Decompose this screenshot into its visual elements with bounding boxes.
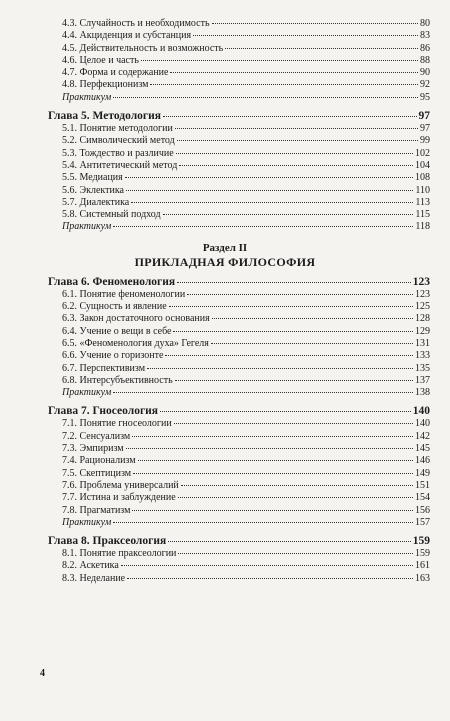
toc-entry-title: 6.4. Учение о вещи в себе — [62, 325, 172, 337]
toc-entry — [0, 30, 450, 42]
dot-leader — [211, 343, 413, 344]
toc-entry-page: 145 — [415, 443, 430, 455]
toc-entry-page: 128 — [415, 313, 430, 325]
dot-leader — [187, 294, 413, 295]
toc-entry-title: 7.7. Истина и заблуждение — [62, 492, 176, 504]
toc-entry — [0, 443, 450, 455]
dot-leader — [168, 541, 411, 542]
toc-entry-title: 6.7. Перспективизм — [62, 362, 146, 374]
toc-entry-page: 115 — [415, 209, 430, 221]
toc-entry-title: 7.5. Скептицизм — [62, 467, 132, 479]
toc-entry-title: Глава 6. Феноменология — [48, 275, 176, 288]
toc-entry — [0, 197, 450, 209]
toc-entry-title: 6.8. Интерсубъективность — [62, 374, 173, 386]
toc-entry-page: 137 — [415, 374, 430, 386]
toc-entry — [0, 492, 450, 504]
toc-practicum-entry — [0, 387, 450, 399]
toc-entry-title: 7.6. Проблема универсалий — [62, 479, 179, 491]
toc-entry-page: 110 — [415, 184, 430, 196]
toc-entry-title: 5.4. Антитетический метод — [62, 159, 178, 171]
toc-entry-page: 123 — [415, 288, 430, 300]
toc-entry-page: 131 — [415, 337, 430, 349]
toc-entry — [0, 301, 450, 313]
toc-entry — [0, 43, 450, 55]
dot-leader — [113, 97, 418, 98]
toc-entry-page: 159 — [415, 548, 430, 560]
toc-entry — [0, 148, 450, 160]
toc-entry — [0, 160, 450, 172]
dot-leader — [163, 116, 417, 117]
toc-entry — [0, 172, 450, 184]
toc-entry-page: 138 — [415, 387, 430, 399]
toc-part-one — [0, 18, 450, 234]
toc-entry-page: 80 — [420, 18, 430, 29]
toc-entry-page: 161 — [415, 560, 430, 572]
dot-leader — [179, 165, 413, 166]
toc-entry-title: 5.1. Понятие методологии — [62, 123, 173, 135]
toc-entry — [0, 560, 450, 572]
dot-leader — [150, 84, 418, 85]
toc-entry — [0, 326, 450, 338]
toc-entry-page: 151 — [415, 479, 430, 491]
toc-entry-title: 4.7. Форма и содержание — [62, 67, 169, 79]
dot-leader — [113, 226, 413, 227]
toc-chapter-entry — [0, 109, 450, 123]
dot-leader — [181, 485, 413, 486]
toc-entry-page: 108 — [415, 172, 430, 184]
toc-entry — [0, 363, 450, 375]
toc-entry-title: 8.3. Неделание — [62, 572, 126, 584]
toc-entry-page: 135 — [415, 362, 430, 374]
toc-entry-title: Практикум — [62, 221, 112, 233]
toc-chapter-entry — [0, 404, 450, 418]
toc-entry-page: 83 — [420, 30, 430, 42]
dot-leader — [113, 392, 413, 393]
toc-entry — [0, 209, 450, 221]
toc-entry-page: 95 — [420, 91, 430, 103]
toc-entry — [0, 375, 450, 387]
toc-entry-title: 6.3. Закон достаточного основания — [62, 313, 210, 325]
dot-leader — [131, 202, 413, 203]
dot-leader — [177, 282, 411, 283]
dot-leader — [193, 35, 418, 36]
toc-entry-page: 125 — [415, 301, 430, 313]
toc-entry-page: 104 — [415, 159, 430, 171]
section-number: Раздел II — [202, 241, 248, 254]
toc-entry-title: 7.1. Понятие гносеологии — [62, 418, 172, 430]
toc-entry — [0, 55, 450, 67]
toc-entry-title: 5.5. Медиация — [62, 172, 123, 184]
toc-entry — [0, 431, 450, 443]
toc-entry — [0, 505, 450, 517]
dot-leader — [225, 48, 418, 49]
page-number: 4 — [40, 668, 45, 679]
toc-entry-title: 7.4. Рационализм — [62, 455, 136, 467]
dot-leader — [174, 423, 413, 424]
toc-part-two — [0, 275, 450, 585]
toc-entry-title: Практикум — [62, 91, 112, 103]
toc-entry-title: 4.8. Перфекционизм — [62, 79, 149, 91]
toc-entry-title: Глава 8. Праксеология — [48, 535, 167, 548]
toc-entry — [0, 123, 450, 135]
dot-leader — [169, 306, 413, 307]
toc-entry-title: 6.1. Понятие феноменологии — [62, 288, 186, 300]
dot-leader — [132, 510, 413, 511]
dot-leader — [178, 497, 413, 498]
toc-entry-title: Глава 7. Гносеология — [48, 405, 159, 418]
toc-entry — [0, 455, 450, 467]
toc-entry — [0, 573, 450, 585]
dot-leader — [177, 140, 418, 141]
toc-entry-title: 5.8. Системный подход — [62, 209, 161, 221]
dot-leader — [175, 380, 413, 381]
toc-entry-page: 133 — [415, 350, 430, 362]
toc-entry — [0, 185, 450, 197]
dot-leader — [127, 578, 413, 579]
toc-entry — [0, 289, 450, 301]
toc-entry-title: 5.6. Эклектика — [62, 184, 124, 196]
dot-leader — [126, 190, 413, 191]
toc-entry — [0, 338, 450, 350]
toc-entry-page: 123 — [412, 275, 430, 288]
dot-leader — [126, 448, 413, 449]
dot-leader — [141, 60, 418, 61]
toc-entry-title: Практикум — [62, 516, 112, 528]
toc-entry-page: 90 — [420, 67, 430, 79]
toc-entry-title: 4.5. Действительность и возможность — [62, 42, 224, 54]
toc-entry-page: 146 — [415, 455, 430, 467]
section-heading — [0, 242, 450, 270]
toc-entry — [0, 79, 450, 91]
toc-entry-title: 7.8. Прагматизм — [62, 504, 131, 516]
toc-entry-page: 118 — [415, 221, 430, 233]
toc-entry-title: 4.4. Акциденция и субстанция — [62, 30, 192, 42]
toc-entry-title: Практикум — [62, 387, 112, 399]
toc-entry-title: 4.3. Случайность и необходимость — [62, 18, 210, 29]
toc-entry-page: 154 — [415, 492, 430, 504]
toc-entry-title: 6.5. «Феноменология духа» Гегеля — [62, 337, 209, 349]
toc-entry-page: 142 — [415, 430, 430, 442]
section-title: ПРИКЛАДНАЯ ФИЛОСОФИЯ — [134, 254, 316, 269]
toc-entry-page: 88 — [420, 54, 430, 66]
dot-leader — [160, 411, 411, 412]
toc-entry-title: 5.7. Диалектика — [62, 196, 130, 208]
toc-entry-page: 99 — [420, 135, 430, 147]
dot-leader — [212, 23, 418, 24]
toc-entry-page: 102 — [415, 147, 430, 159]
dot-leader — [163, 214, 414, 215]
dot-leader — [138, 460, 413, 461]
toc-entry-title: 7.3. Эмпиризм — [62, 443, 124, 455]
toc-entry-page: 163 — [415, 572, 430, 584]
toc-entry-page: 149 — [415, 467, 430, 479]
toc-entry-page: 140 — [415, 418, 430, 430]
dot-leader — [132, 436, 413, 437]
toc-entry-page: 113 — [415, 196, 430, 208]
toc-entry-page: 159 — [412, 535, 430, 548]
dot-leader — [121, 565, 413, 566]
dot-leader — [175, 128, 418, 129]
table-of-contents — [0, 18, 450, 585]
dot-leader — [178, 553, 413, 554]
toc-entry — [0, 18, 450, 30]
toc-practicum-entry — [0, 221, 450, 233]
dot-leader — [170, 72, 418, 73]
toc-entry-page: 97 — [420, 123, 430, 135]
toc-entry-title: 6.2. Сущность и явление — [62, 301, 167, 313]
toc-entry — [0, 548, 450, 560]
toc-entry-page: 129 — [415, 325, 430, 337]
toc-entry-title: 8.2. Аскетика — [62, 560, 119, 572]
toc-chapter-entry — [0, 534, 450, 548]
dot-leader — [133, 473, 413, 474]
toc-practicum-entry — [0, 92, 450, 104]
toc-entry-page: 92 — [420, 79, 430, 91]
dot-leader — [176, 153, 413, 154]
toc-entry — [0, 480, 450, 492]
toc-entry-title: 8.1. Понятие праксеологии — [62, 548, 177, 560]
toc-entry-title: 6.6. Учение о горизонте — [62, 350, 164, 362]
toc-entry — [0, 350, 450, 362]
toc-entry-page: 156 — [415, 504, 430, 516]
toc-entry-title: 5.3. Тождество и различие — [62, 147, 174, 159]
dot-leader — [147, 368, 413, 369]
toc-entry-page: 157 — [415, 516, 430, 528]
dot-leader — [173, 331, 413, 332]
toc-entry-title: 7.2. Сенсуализм — [62, 430, 131, 442]
dot-leader — [113, 522, 413, 523]
toc-practicum-entry — [0, 517, 450, 529]
toc-entry-page: 140 — [412, 405, 430, 418]
toc-entry — [0, 468, 450, 480]
dot-leader — [212, 318, 413, 319]
toc-entry — [0, 313, 450, 325]
toc-entry — [0, 67, 450, 79]
toc-entry-title: 5.2. Символический метод — [62, 135, 175, 147]
toc-entry-page: 86 — [420, 42, 430, 54]
dot-leader — [165, 355, 413, 356]
toc-entry-page: 97 — [418, 110, 430, 123]
toc-chapter-entry — [0, 275, 450, 289]
toc-entry — [0, 135, 450, 147]
toc-entry-title: Глава 5. Методология — [48, 110, 161, 123]
toc-entry — [0, 418, 450, 430]
toc-entry-title: 4.6. Целое и часть — [62, 54, 139, 66]
dot-leader — [125, 177, 413, 178]
